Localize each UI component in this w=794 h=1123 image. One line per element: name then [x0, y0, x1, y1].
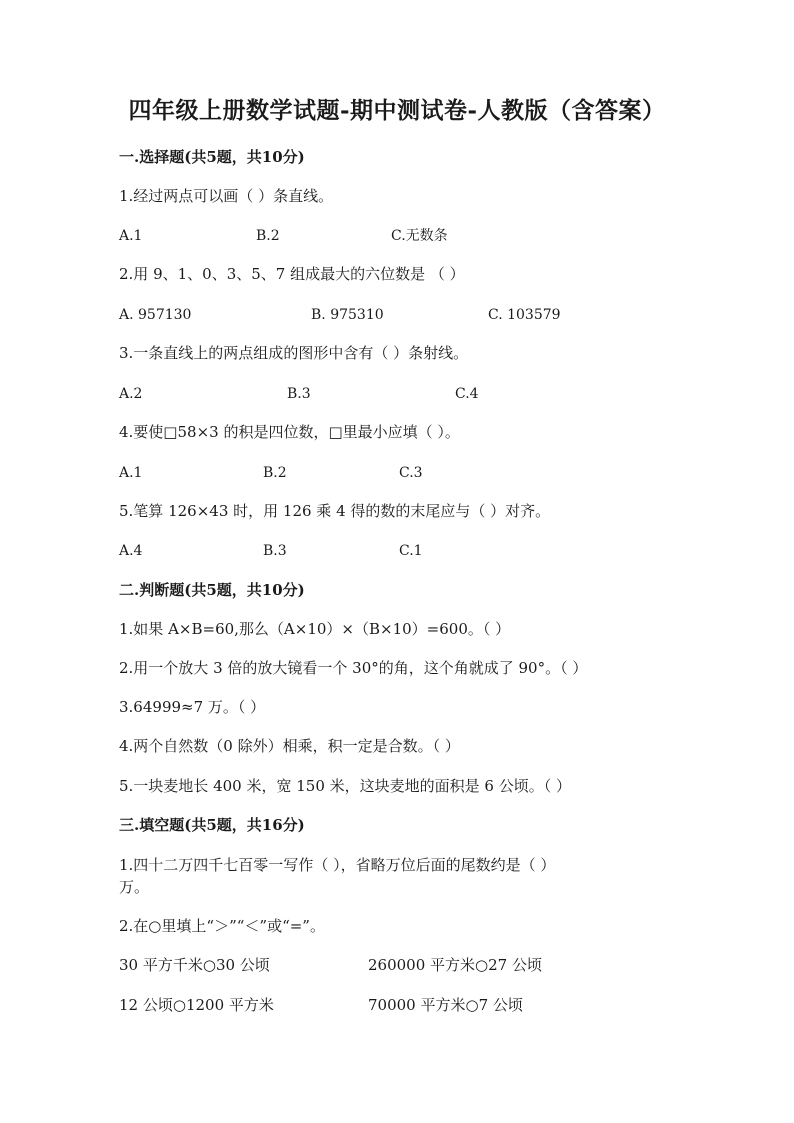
fill-compare-2: 260000 平方米○27 公顷 [368, 956, 542, 974]
judge-question-2: 2.用一个放大 3 倍的放大镜看一个 30°的角，这个角就成了 90°。（ ） [119, 659, 588, 677]
choice-q5-option-c: C.1 [399, 543, 423, 559]
choice-question-4: 4.要使□58×3 的积是四位数，□里最小应填（ ）。 [119, 423, 460, 441]
choice-q5-option-b: B.3 [263, 543, 287, 559]
choice-q1-option-a: A.1 [119, 228, 143, 244]
section-heading-judge: 二.判断题(共5题，共10分) [119, 581, 305, 599]
fill-compare-3: 12 公顷○1200 平方米 [119, 996, 274, 1014]
choice-q3-option-b: B.3 [287, 386, 311, 402]
choice-q2-option-a: A. 957130 [119, 307, 192, 323]
fill-question-1-line-2: 万。 [119, 878, 150, 896]
section-heading-choice: 一.选择题(共5题，共10分) [119, 148, 305, 166]
choice-q2-option-c: C. 103579 [488, 307, 561, 323]
fill-compare-4: 70000 平方米○7 公顷 [368, 996, 523, 1014]
choice-q4-option-b: B.2 [263, 465, 287, 481]
fill-compare-1: 30 平方千米○30 公顷 [119, 956, 270, 974]
judge-question-4: 4.两个自然数（0 除外）相乘，积一定是合数。（ ） [119, 737, 460, 755]
choice-q1-option-c: C.无数条 [391, 228, 448, 244]
choice-question-5: 5.笔算 126×43 时，用 126 乘 4 得的数的末尾应与（ ）对齐。 [119, 502, 551, 520]
judge-question-3: 3.64999≈7 万。（ ） [119, 698, 266, 716]
choice-question-1: 1.经过两点可以画（ ）条直线。 [119, 187, 334, 205]
choice-q2-option-b: B. 975310 [311, 307, 384, 323]
choice-q4-option-c: C.3 [399, 465, 423, 481]
choice-q4-option-a: A.1 [119, 465, 143, 481]
fill-question-2: 2.在○里填上“＞”“＜”或“=”。 [119, 917, 325, 935]
choice-q1-option-b: B.2 [256, 228, 280, 244]
judge-question-1: 1.如果 A×B=60,那么（A×10）×（B×10）=600。（ ） [119, 620, 511, 638]
choice-q3-option-c: C.4 [455, 386, 479, 402]
judge-question-5: 5.一块麦地长 400 米，宽 150 米，这块麦地的面积是 6 公顷。（ ） [119, 777, 571, 795]
choice-question-2: 2.用 9、1、0、3、5、7 组成最大的六位数是 （ ） [119, 265, 465, 283]
page-title: 四年级上册数学试题-期中测试卷-人教版（含答案） [128, 97, 666, 124]
section-heading-fill: 三.填空题(共5题，共16分) [119, 816, 305, 834]
choice-question-3: 3.一条直线上的两点组成的图形中含有（ ）条射线。 [119, 344, 469, 362]
choice-q3-option-a: A.2 [119, 386, 143, 402]
fill-question-1-line-1: 1.四十二万四千七百零一写作（ ），省略万位后面的尾数约是（ ） [119, 856, 556, 874]
choice-q5-option-a: A.4 [119, 543, 143, 559]
